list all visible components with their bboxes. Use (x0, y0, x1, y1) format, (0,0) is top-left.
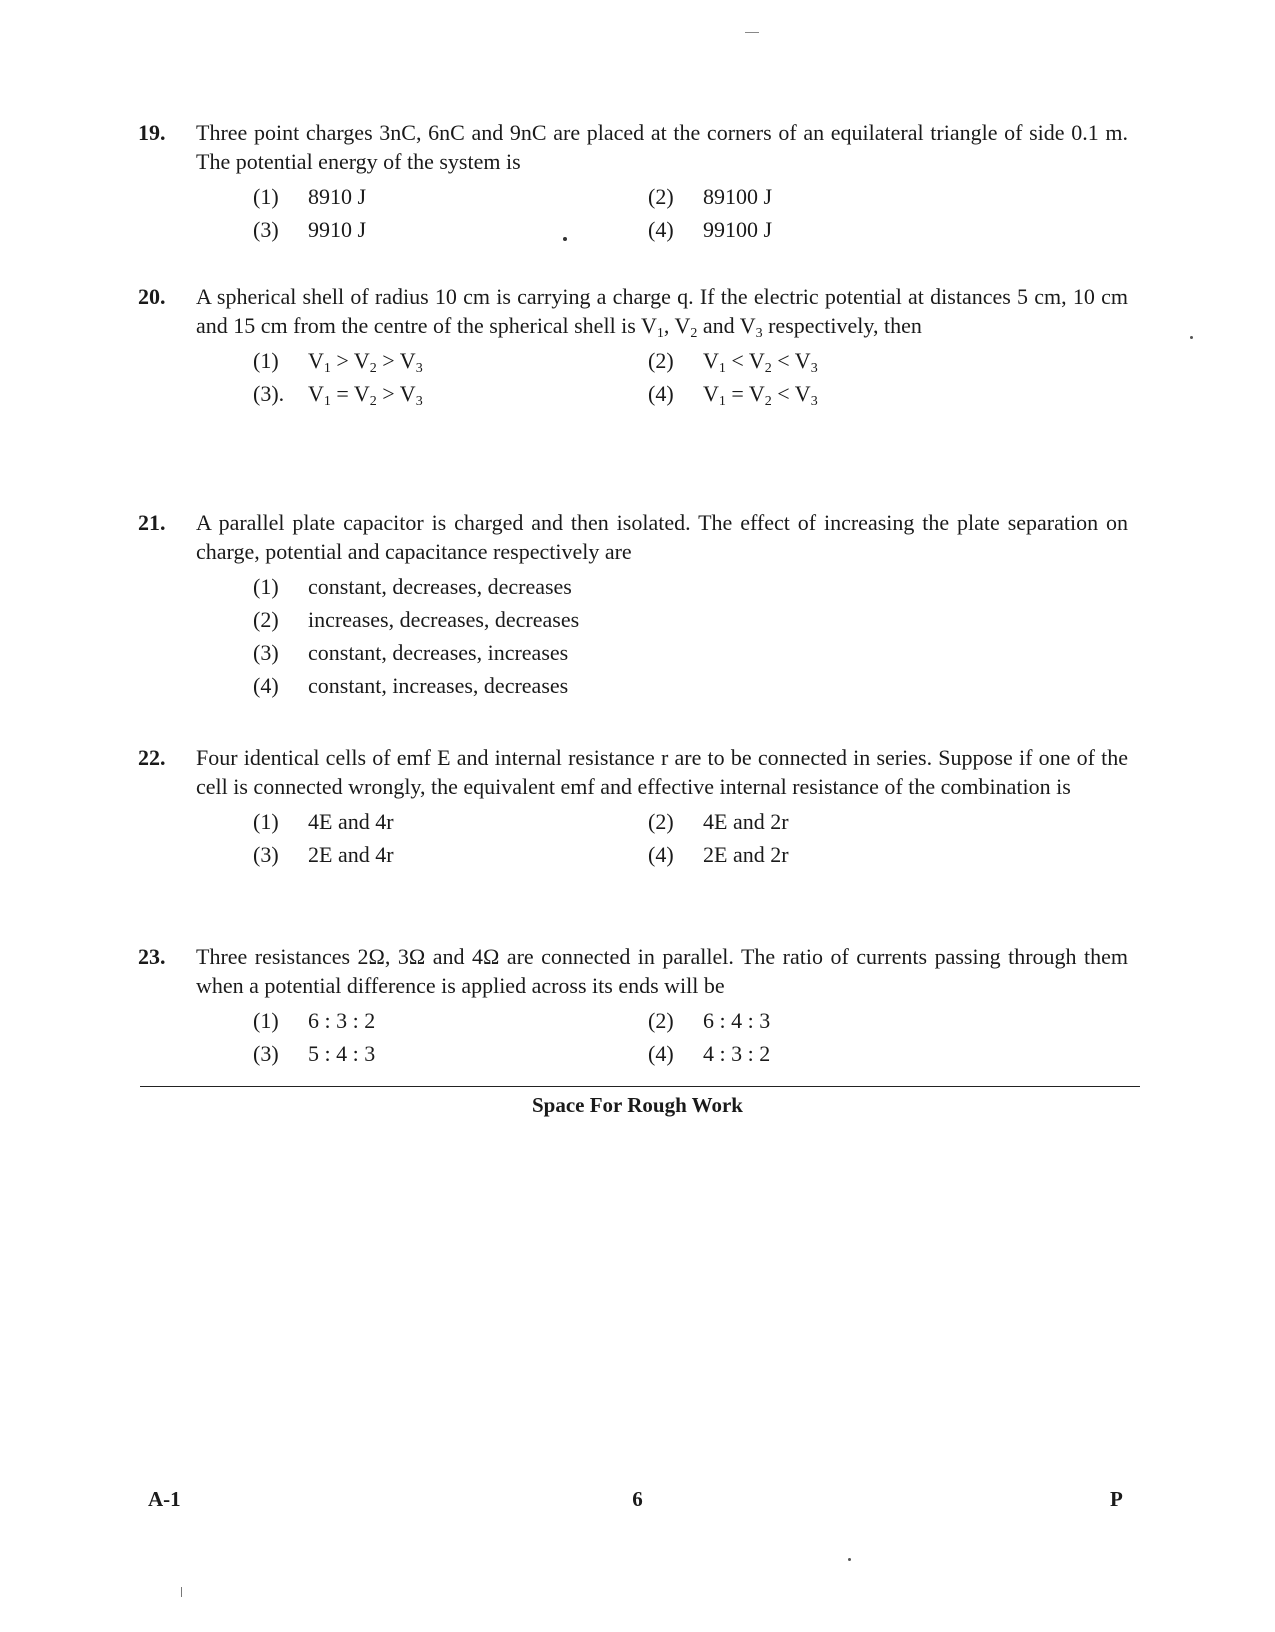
options-list (253, 1006, 1128, 1068)
option-3 (253, 215, 648, 244)
option-4 (648, 1039, 948, 1068)
option-3 (253, 379, 648, 408)
option-text: 89100 J (703, 184, 773, 209)
question-number: 23. (138, 944, 166, 969)
option-number: (4) (648, 217, 674, 242)
option-1 (253, 807, 648, 836)
option-text: 2E and 2r (703, 842, 789, 867)
option-text: increases, decreases, decreases (308, 607, 580, 632)
stem-text: A spherical shell of radius 10 cm is carrying a charge q. If the electric potential at distances 5 cm, 10 cm and 15 cm from the centre of the spherical shell is V (196, 284, 1128, 338)
option-text: 4E and 4r (308, 809, 394, 834)
option-text: 6 : 3 : 2 (308, 1008, 376, 1033)
option-number: (1) (253, 184, 279, 209)
option-3 (253, 638, 853, 667)
question-number: 20. (138, 284, 166, 309)
option-number: (3) (253, 842, 279, 867)
scan-speck (848, 1558, 851, 1561)
option-4 (648, 379, 948, 408)
scan-speck (563, 237, 567, 241)
option-number: (1) (253, 348, 279, 373)
option-3 (253, 1039, 648, 1068)
question-19 (138, 118, 1128, 244)
option-text: $V_1 = V_2 < V_3$ (703, 381, 818, 409)
paper-code: A-1 (148, 1487, 181, 1511)
option-text: 2E and 4r (308, 842, 394, 867)
option-1 (253, 1006, 648, 1035)
option-4 (648, 215, 948, 244)
option-3 (253, 840, 648, 869)
option-number: (4) (648, 842, 674, 867)
option-number: (4) (253, 673, 279, 698)
option-text: 4E and 2r (703, 809, 789, 834)
option-text: 8910 J (308, 184, 367, 209)
option-2 (648, 1006, 948, 1035)
option-text: $V_1 > V_2 > V_3$ (308, 348, 423, 376)
question-stem: Four identical cells of emf E and internal resistance r are to be connected in series. Suppose if one of the cell is connected wrongly, the equivalent emf and effective internal resistance of the combination is (196, 745, 1128, 799)
option-text: constant, decreases, decreases (308, 574, 572, 599)
stem-text: respectively, then (762, 313, 922, 338)
subscript: 1 (656, 326, 664, 341)
option-number: (3) (253, 217, 279, 242)
option-number: (1) (253, 809, 279, 834)
option-text: 6 : 4 : 3 (703, 1008, 771, 1033)
scan-speck (1190, 336, 1193, 339)
option-4 (648, 840, 948, 869)
question-22 (138, 743, 1128, 869)
option-text: constant, increases, decreases (308, 673, 569, 698)
page-number: 6 (632, 1487, 643, 1511)
stem-text: and V (697, 313, 756, 338)
question-21 (138, 508, 1128, 700)
option-1 (253, 346, 648, 375)
scan-speck (745, 32, 759, 33)
option-2 (648, 807, 948, 836)
options-list (253, 182, 1128, 244)
stem-text: , V (663, 313, 691, 338)
question-number: 21. (138, 510, 166, 535)
option-text: constant, decreases, increases (308, 640, 569, 665)
option-number: (3) (253, 640, 279, 665)
option-number: (2) (648, 184, 674, 209)
question-number: 22. (138, 745, 166, 770)
option-number: (2) (648, 1008, 674, 1033)
option-number: (3). (253, 381, 285, 406)
options-list (253, 807, 1128, 869)
option-2 (253, 605, 853, 634)
option-1 (253, 572, 853, 601)
option-text: 4 : 3 : 2 (703, 1041, 771, 1066)
option-number: (2) (253, 607, 279, 632)
question-stem (196, 282, 1128, 340)
options-list (253, 346, 1128, 408)
option-text: $V_1 < V_2 < V_3$ (703, 348, 818, 376)
option-number: (2) (648, 348, 674, 373)
option-number: (1) (253, 574, 279, 599)
option-number: (3) (253, 1041, 279, 1066)
question-20 (138, 282, 1128, 408)
question-stem: A parallel plate capacitor is charged and then isolated. The effect of increasing the plate separation on charge, potential and capacitance respectively are (196, 510, 1128, 564)
subscript: 2 (690, 326, 698, 341)
option-text: $V_1 = V_2 > V_3$ (308, 381, 423, 409)
option-number: (1) (253, 1008, 279, 1033)
option-2 (648, 346, 948, 375)
series-letter: P (1110, 1487, 1123, 1511)
scan-speck (181, 1587, 182, 1597)
question-stem: Three point charges 3nC, 6nC and 9nC are placed at the corners of an equilateral triangle of side 0.1 m. The potential energy of the system is (196, 120, 1128, 174)
rough-work-heading: Space For Rough Work (531, 1093, 743, 1117)
option-1 (253, 182, 648, 211)
question-number: 19. (138, 120, 166, 145)
option-number: (2) (648, 809, 674, 834)
option-number: (4) (648, 381, 674, 406)
question-stem: Three resistances 2Ω, 3Ω and 4Ω are connected in parallel. The ratio of currents passing through them when a potential difference is applied across its ends will be (196, 944, 1128, 998)
divider-line (140, 1086, 1140, 1087)
option-text: 99100 J (703, 217, 773, 242)
option-2 (648, 182, 948, 211)
question-23 (138, 942, 1128, 1068)
option-text: 5 : 4 : 3 (308, 1041, 376, 1066)
options-list (253, 572, 1128, 700)
subscript: 3 (755, 326, 763, 341)
option-number: (4) (648, 1041, 674, 1066)
option-text: 9910 J (308, 217, 367, 242)
option-4 (253, 671, 853, 700)
